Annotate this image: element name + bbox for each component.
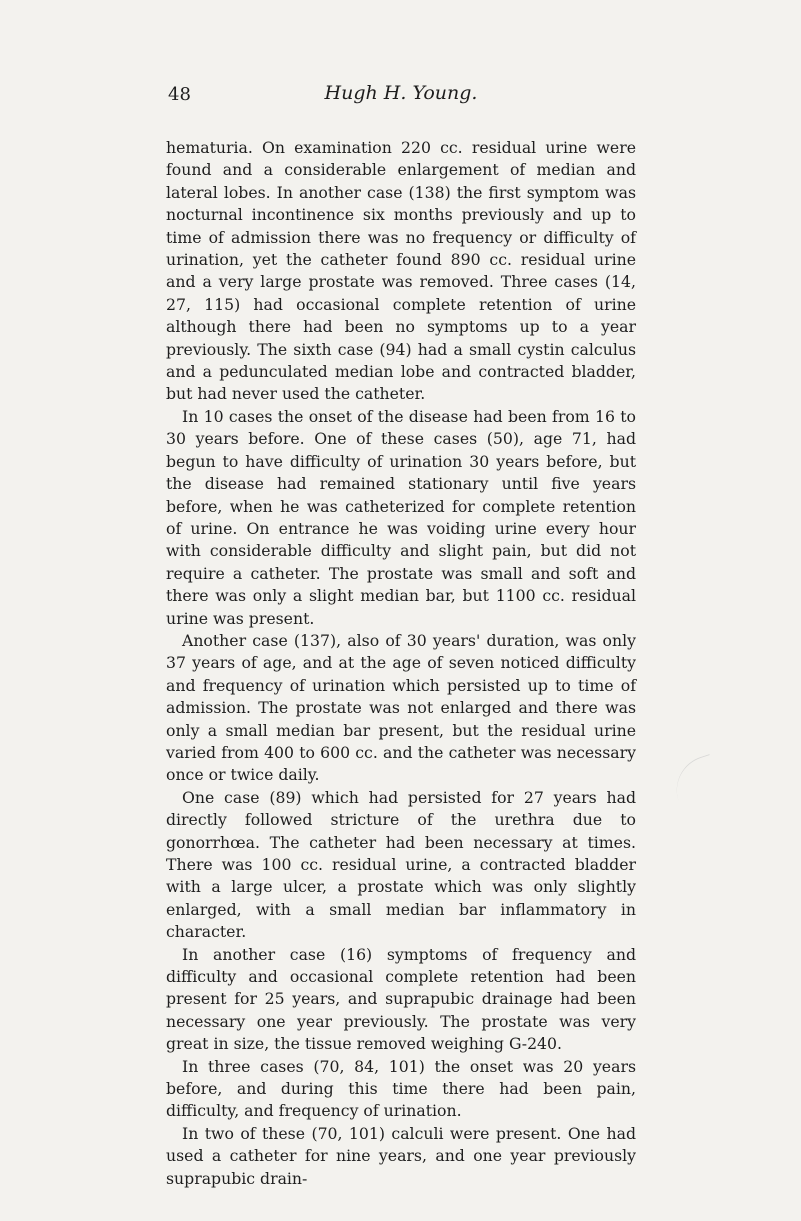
paragraph-continuation: hematuria. On examination 220 cc. residual urine were found and a considerable enlargement of median and lateral lobes. In another case (138) the first symptom was nocturnal incontinence six months previously and up to time of admission there was no frequency or difficulty of urination, yet the catheter found 890 cc. residual urine and a very large prostate was removed. Three cases (14, 27, 115) had occasional complete retention of urine although there had been no symptoms up to a year previously. The sixth case (94) had a small cystin calculus and a pedunculated median lobe and contracted bladder, but had never used the catheter.	[166, 138, 636, 404]
paragraph: In 10 cases the onset of the disease had been from 16 to 30 years before. One of these cases (50), age 71, had begun to have difficulty of urination 30 years before, but the disease had remained stationary until five years before, when he was catheterized for complete retention of urine. On entrance he was voiding urine every hour with considerable difficulty and slight pain, but did not require a catheter. The prostate was small and soft and there was only a slight median bar, but 1100 cc. residual urine was present.	[166, 406, 636, 628]
paragraph: One case (89) which had persisted for 27 years had directly followed stricture of the urethra due to gonorrhœa. The catheter had been necessary at times. There was 100 cc. residual urine, a contracted bladder with a large ulcer, a prostate which was only slightly enlarged, with a small median bar inflammatory in character.	[166, 787, 636, 942]
paragraph: In two of these (70, 101) calculi were present. One had used a catheter for nine years, and one year previously suprapubic drain-	[166, 1123, 636, 1188]
paragraph: In three cases (70, 84, 101) the onset was 20 years before, and during this time there had been pain, difficulty, and frequency of urination.	[166, 1056, 636, 1121]
page-header	[168, 82, 634, 112]
scan-mark	[668, 754, 721, 801]
paragraph: Another case (137), also of 30 years' duration, was only 37 years of age, and at the age of seven noticed difficulty and frequency of urination which persisted up to time of admission. The prostate was not enlarged and there was only a small median bar present, but the residual urine varied from 400 to 600 cc. and the catheter was necessary once or twice daily.	[166, 630, 636, 785]
body-text	[166, 137, 636, 1190]
running-head: Hugh H. Young.	[324, 82, 478, 104]
paragraph: In another case (16) symptoms of frequency and difficulty and occasional complete retention had been present for 25 years, and suprapubic drainage had been necessary one year previously. The prostate was very great in size, the tissue removed weighing G-240.	[166, 944, 636, 1054]
page-number: 48	[168, 84, 191, 105]
